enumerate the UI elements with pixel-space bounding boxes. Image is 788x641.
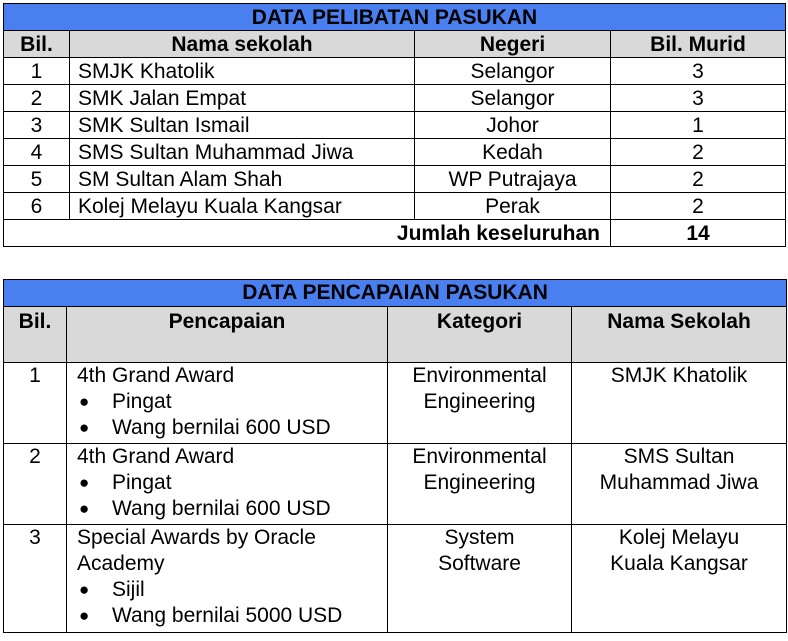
sekolah-line: Muhammad Jiwa xyxy=(599,471,759,494)
kategori-line: Environmental xyxy=(412,364,547,387)
row-bil: 5 xyxy=(4,166,70,193)
table-row xyxy=(4,363,787,444)
pelibatan-header-row xyxy=(4,31,786,58)
list-item: ● Sijil xyxy=(77,577,387,603)
total-label: Jumlah keseluruhan xyxy=(4,220,611,247)
row-sekolah xyxy=(572,363,787,444)
table-row xyxy=(4,444,787,525)
row-sekolah xyxy=(572,444,787,525)
row-negeri: Selangor xyxy=(415,58,611,85)
row-kategori xyxy=(388,525,572,633)
row-negeri: Selangor xyxy=(415,85,611,112)
row-bil: 1 xyxy=(4,58,70,85)
row-murid: 1 xyxy=(611,112,786,139)
row-sekolah: SMJK Khatolik xyxy=(70,58,415,85)
award-title-line: Special Awards by Oracle xyxy=(77,526,316,549)
row-pencapaian xyxy=(67,363,388,444)
row-negeri: WP Putrajaya xyxy=(415,166,611,193)
row-murid: 2 xyxy=(611,166,786,193)
header-negeri: Negeri xyxy=(415,31,611,58)
total-value: 14 xyxy=(611,220,786,247)
table-row xyxy=(4,112,786,139)
header-bil: Bil. xyxy=(4,307,67,363)
pencapaian-table xyxy=(3,279,787,633)
row-pencapaian xyxy=(67,444,388,525)
row-negeri: Kedah xyxy=(415,139,611,166)
table-row xyxy=(4,58,786,85)
header-nama-sekolah: Nama Sekolah xyxy=(572,307,787,363)
row-negeri: Johor xyxy=(415,112,611,139)
row-kategori xyxy=(388,444,572,525)
header-kategori: Kategori xyxy=(388,307,572,363)
award-items xyxy=(77,577,387,629)
row-negeri: Perak xyxy=(415,193,611,220)
sekolah-line: SMJK Khatolik xyxy=(610,364,748,387)
row-pencapaian xyxy=(67,525,388,633)
list-item: ● Wang bernilai 600 USD xyxy=(77,415,387,441)
pencapaian-title: DATA PENCAPAIAN PASUKAN xyxy=(4,280,787,307)
award-title-line: Academy xyxy=(77,552,165,575)
row-bil: 4 xyxy=(4,139,70,166)
row-murid: 3 xyxy=(611,85,786,112)
total-row xyxy=(4,220,786,247)
table-row xyxy=(4,139,786,166)
list-item: ● Pingat xyxy=(77,470,387,496)
header-pencapaian: Pencapaian xyxy=(67,307,388,363)
row-bil: 2 xyxy=(4,444,67,525)
table-row xyxy=(4,85,786,112)
header-bil-murid: Bil. Murid xyxy=(611,31,786,58)
row-sekolah: SM Sultan Alam Shah xyxy=(70,166,415,193)
kategori-line: Environmental xyxy=(412,445,547,468)
header-nama-sekolah: Nama sekolah xyxy=(70,31,415,58)
row-bil: 6 xyxy=(4,193,70,220)
kategori-line: System xyxy=(444,526,515,549)
row-murid: 3 xyxy=(611,58,786,85)
pelibatan-title: DATA PELIBATAN PASUKAN xyxy=(4,4,786,31)
row-sekolah: SMS Sultan Muhammad Jiwa xyxy=(70,139,415,166)
sekolah-line: Kolej Melayu xyxy=(618,526,740,549)
row-bil: 2 xyxy=(4,85,70,112)
pencapaian-title-row xyxy=(4,280,787,307)
pelibatan-table xyxy=(3,3,786,247)
pencapaian-header-row xyxy=(4,307,787,363)
row-sekolah: Kolej Melayu Kuala Kangsar xyxy=(70,193,415,220)
award-items xyxy=(77,470,387,522)
row-sekolah: SMK Sultan Ismail xyxy=(70,112,415,139)
list-item: ● Wang bernilai 5000 USD xyxy=(77,603,387,629)
row-murid: 2 xyxy=(611,139,786,166)
award-title: 4th Grand Award xyxy=(77,445,235,468)
row-murid: 2 xyxy=(611,193,786,220)
sekolah-line: Kuala Kangsar xyxy=(610,552,748,575)
row-bil: 3 xyxy=(4,525,67,633)
table-row xyxy=(4,166,786,193)
kategori-line: Engineering xyxy=(423,390,536,413)
table-row xyxy=(4,525,787,633)
kategori-line: Software xyxy=(438,552,521,575)
table-row xyxy=(4,193,786,220)
award-items xyxy=(77,389,387,441)
row-bil: 1 xyxy=(4,363,67,444)
row-sekolah xyxy=(572,525,787,633)
sekolah-line: SMS Sultan xyxy=(623,445,735,468)
row-bil: 3 xyxy=(4,112,70,139)
award-title: 4th Grand Award xyxy=(77,364,235,387)
list-item: ● Pingat xyxy=(77,389,387,415)
kategori-line: Engineering xyxy=(423,471,536,494)
row-kategori xyxy=(388,363,572,444)
pelibatan-title-row xyxy=(4,4,786,31)
list-item: ● Wang bernilai 600 USD xyxy=(77,496,387,522)
header-bil: Bil. xyxy=(4,31,70,58)
row-sekolah: SMK Jalan Empat xyxy=(70,85,415,112)
